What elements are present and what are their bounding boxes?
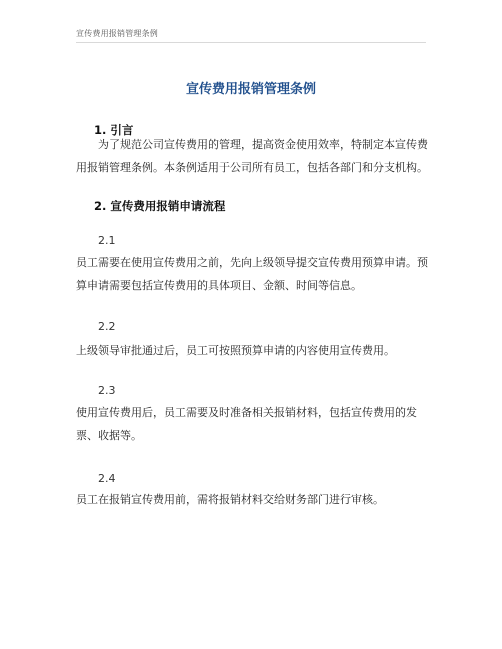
clause-text: 上级领导审批通过后，员工可按照预算申请的内容使用宣传费用。 bbox=[76, 344, 395, 357]
clause-number: 2.3 bbox=[98, 384, 116, 397]
clause-number: 2.4 bbox=[98, 472, 116, 485]
section-heading-process: 2. 宣传费用报销申请流程 bbox=[94, 199, 226, 213]
header-divider bbox=[76, 42, 426, 43]
clause-text: 员工需要在使用宣传费用之前，先向上级领导提交宣传费用预算申请。预算申请需要包括宣传费用的具体项目、金额、时间等信息。 bbox=[76, 256, 428, 292]
document-title: 宣传费用报销管理条例 bbox=[185, 82, 316, 97]
clause-number: 2.2 bbox=[98, 320, 116, 333]
section-heading-intro: 1. 引言 bbox=[94, 123, 134, 137]
clause-text: 使用宣传费用后，员工需要及时准备相关报销材料，包括宣传费用的发票、收据等。 bbox=[76, 406, 417, 442]
running-header: 宣传费用报销管理条例 bbox=[76, 29, 158, 38]
intro-paragraph: 为了规范公司宣传费用的管理，提高资金使用效率，特制定本宣传费用报销管理条例。本条例适用于公司所有员工，包括各部门和分支机构。 bbox=[76, 138, 428, 174]
clause-text: 员工在报销宣传费用前，需将报销材料交给财务部门进行审核。 bbox=[76, 493, 384, 506]
clause-number: 2.1 bbox=[98, 234, 116, 247]
